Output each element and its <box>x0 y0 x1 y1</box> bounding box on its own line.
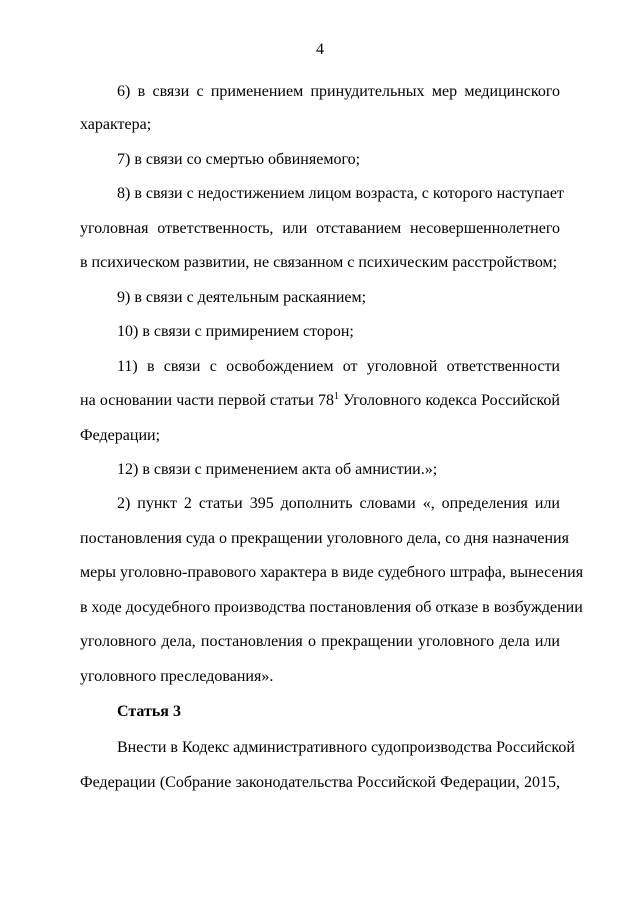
point-2-line-5: уголовного дела, постановления о прекращении уголовного дела или <box>80 633 560 650</box>
point-2-line-4: в ходе досудебного производства постановления об отказе в возбуждении <box>80 599 583 616</box>
point-2-line-2: постановления суда о прекращении уголовного дела, со дня назначения <box>80 530 569 547</box>
page-number: 4 <box>316 41 324 58</box>
article-3-heading: Статья 3 <box>117 703 181 720</box>
item-8-line-2: уголовная ответственность, или отставанием несовершеннолетнего <box>80 220 560 237</box>
item-9: 9) в связи с деятельным раскаянием; <box>117 289 367 306</box>
superscript-1: 1 <box>333 391 339 402</box>
point-2-line-6: уголовного преследования». <box>80 668 274 685</box>
item-11-line-3: Федерации; <box>80 427 161 444</box>
item-8-line-3: в психическом развитии, не связанном с психическим расстройством; <box>80 254 558 271</box>
item-11-line-2-text-a: на основании части первой статьи 78 <box>80 392 334 409</box>
point-2-line-3: меры уголовно-правового характера в виде судебного штрафа, вынесения <box>80 564 584 581</box>
item-11-line-2 <box>80 391 560 411</box>
item-7: 7) в связи со смертью обвиняемого; <box>117 151 361 168</box>
article-3-line-1: Внести в Кодекс административного судопроизводства Российской <box>117 739 575 756</box>
item-11-line-2-text-b: Уголовного кодекса Российской <box>338 392 560 409</box>
point-2-line-1: 2) пункт 2 статьи 395 дополнить словами «, определения или <box>117 495 560 512</box>
item-11-line-1: 11) в связи с освобождением от уголовной ответственности <box>117 358 560 375</box>
article-3-line-2: Федерации (Собрание законодательства Российской Федерации, 2015, <box>80 774 560 791</box>
item-12: 12) в связи с применением акта об амнистии.»; <box>117 461 438 478</box>
item-8-line-1: 8) в связи с недостижением лицом возраста, с которого наступает <box>117 185 564 202</box>
item-6-line-1: 6) в связи с применением принудительных мер медицинского <box>117 83 560 100</box>
item-10: 10) в связи с примирением сторон; <box>117 323 354 340</box>
item-6-line-2: характера; <box>80 116 152 133</box>
